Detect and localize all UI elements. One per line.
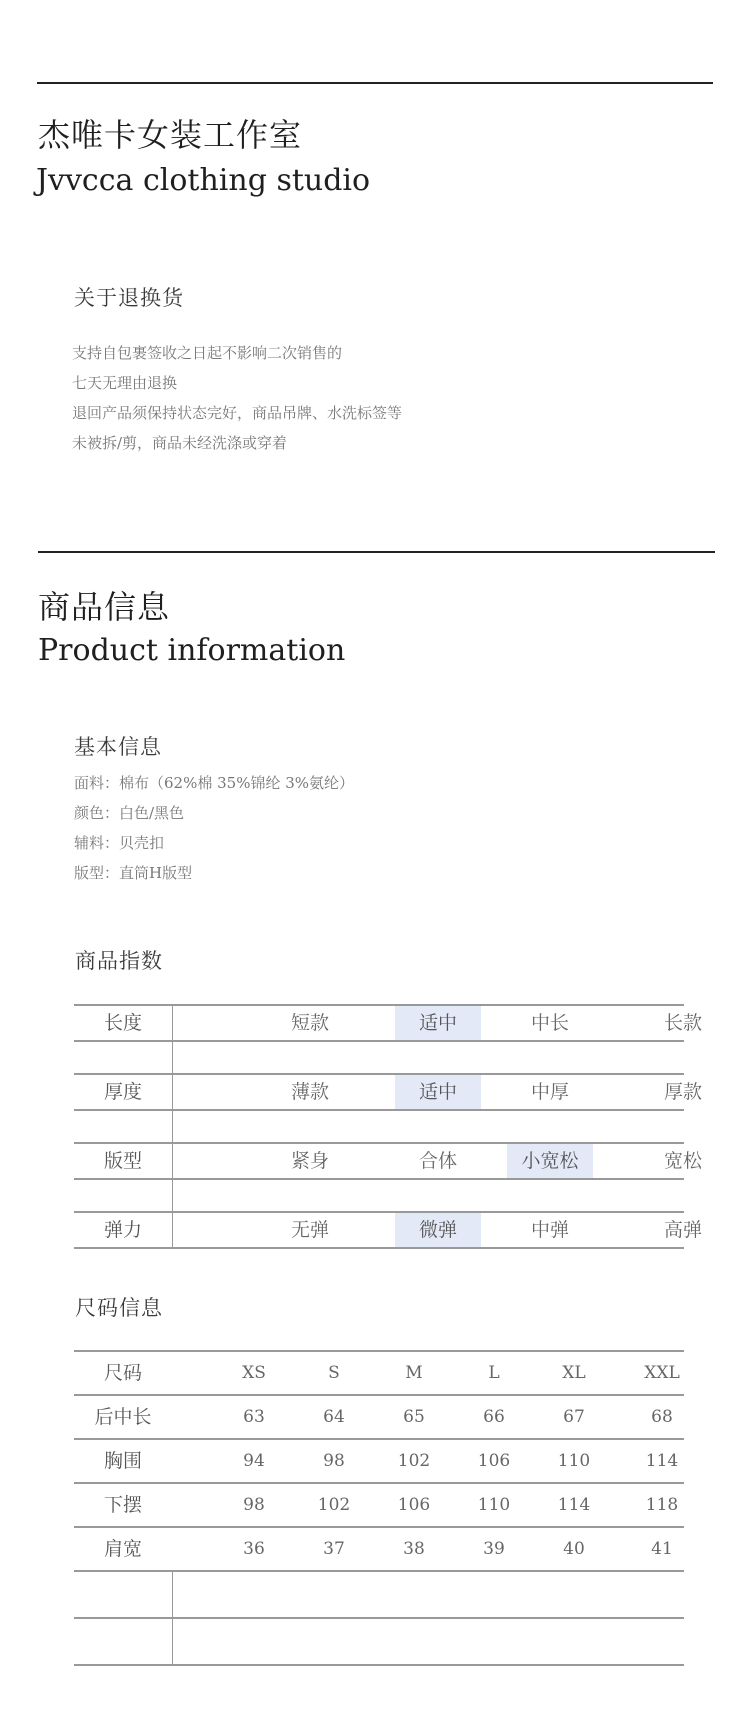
size-column-header: XS [242,1363,266,1383]
size-column-divider [172,1572,173,1666]
accessory-line: 辅料：贝壳扣 [74,834,165,852]
size-row-label: 后中长 [94,1406,152,1428]
size-cell: 37 [323,1539,345,1559]
returns-heading: 关于退换货 [74,286,184,310]
size-cell: 114 [557,1495,591,1515]
returns-policy [72,338,402,458]
size-heading: 尺码信息 [75,1296,163,1320]
color-line: 颜色：白色/黑色 [74,804,185,822]
size-row [74,1528,684,1572]
size-cell: 110 [477,1495,511,1515]
size-row [74,1440,684,1484]
size-cell: 106 [477,1451,511,1471]
index-option: 合体 [418,1150,457,1172]
size-cell: 68 [651,1407,673,1427]
index-option: 短款 [290,1012,329,1034]
index-option-selected: 适中 [395,1006,481,1040]
index-option: 薄款 [290,1081,329,1103]
size-cell: 102 [397,1451,431,1471]
index-option: 中弹 [530,1219,569,1241]
returns-line: 七天无理由退换 [72,374,178,392]
index-row-label: 厚度 [103,1081,142,1103]
size-empty-row [74,1572,684,1619]
index-row [74,1004,702,1042]
size-cell: 98 [243,1495,265,1515]
size-column-header: L [488,1363,500,1383]
index-option: 中长 [530,1012,569,1034]
index-option: 长款 [663,1012,702,1034]
size-cell: 63 [243,1407,265,1427]
size-header-row [74,1352,684,1396]
size-row [74,1484,684,1528]
studio-title-cn: 杰唯卡女装工作室 [38,116,303,154]
size-column-header: XL [562,1363,586,1383]
size-cell: 64 [323,1407,345,1427]
index-option: 无弹 [290,1219,329,1241]
index-option: 宽松 [663,1150,702,1172]
index-row [74,1073,702,1111]
size-cell: 66 [483,1407,505,1427]
size-cell: 94 [243,1451,265,1471]
size-cell: 106 [397,1495,431,1515]
size-cell: 39 [483,1539,505,1559]
index-column-divider [172,1004,173,1249]
basic-heading: 基本信息 [74,735,162,759]
index-row-label: 弹力 [103,1219,142,1241]
index-option-selected: 适中 [395,1075,481,1109]
size-cell: 67 [563,1407,585,1427]
size-cell: 98 [323,1451,345,1471]
size-header-label: 尺码 [103,1362,142,1384]
index-spacer [74,1042,684,1073]
index-option: 中厚 [530,1081,569,1103]
size-row [74,1396,684,1440]
size-cell: 114 [645,1451,679,1471]
size-empty-row [74,1619,684,1666]
index-table [74,1004,702,1249]
index-option: 厚款 [663,1081,702,1103]
size-row-label: 胸围 [103,1450,142,1472]
index-row [74,1142,702,1180]
size-cell: 118 [645,1495,679,1515]
size-table [74,1350,684,1666]
index-option: 紧身 [290,1150,329,1172]
size-cell: 110 [557,1451,591,1471]
basic-info [74,768,354,888]
fabric-line: 面料：棉布（62%棉 35%锦纶 3%氨纶） [74,774,355,792]
size-cell: 65 [403,1407,425,1427]
size-cell: 38 [403,1539,425,1559]
size-cell: 40 [563,1539,585,1559]
index-heading: 商品指数 [75,949,163,973]
size-cell: 41 [651,1539,673,1559]
returns-line: 支持自包裹签收之日起不影响二次销售的 [72,344,343,362]
top-divider [37,82,713,84]
index-spacer [74,1180,684,1211]
product-title-en: Product information [38,633,346,668]
product-title-cn: 商品信息 [38,588,171,626]
returns-line: 未被拆/剪，商品未经洗涤或穿着 [72,434,288,452]
studio-title-en: Jvvcca clothing studio [36,163,371,198]
size-row-label: 肩宽 [103,1538,142,1560]
index-row [74,1211,702,1249]
index-spacer [74,1111,684,1142]
product-divider [38,551,715,553]
index-option-selected: 微弹 [395,1213,481,1247]
index-option: 高弹 [663,1219,702,1241]
size-cell: 102 [317,1495,351,1515]
returns-line: 退回产品须保持状态完好，商品吊牌、水洗标签等 [72,404,403,422]
size-column-header: S [328,1363,340,1383]
size-column-header: M [405,1363,423,1383]
size-row-label: 下摆 [103,1494,142,1516]
index-row-label: 版型 [103,1150,142,1172]
index-row-label: 长度 [103,1012,142,1034]
fit-line: 版型：直筒H版型 [74,864,193,882]
index-option-selected: 小宽松 [507,1144,593,1178]
size-column-header: XXL [644,1363,680,1383]
size-cell: 36 [243,1539,265,1559]
